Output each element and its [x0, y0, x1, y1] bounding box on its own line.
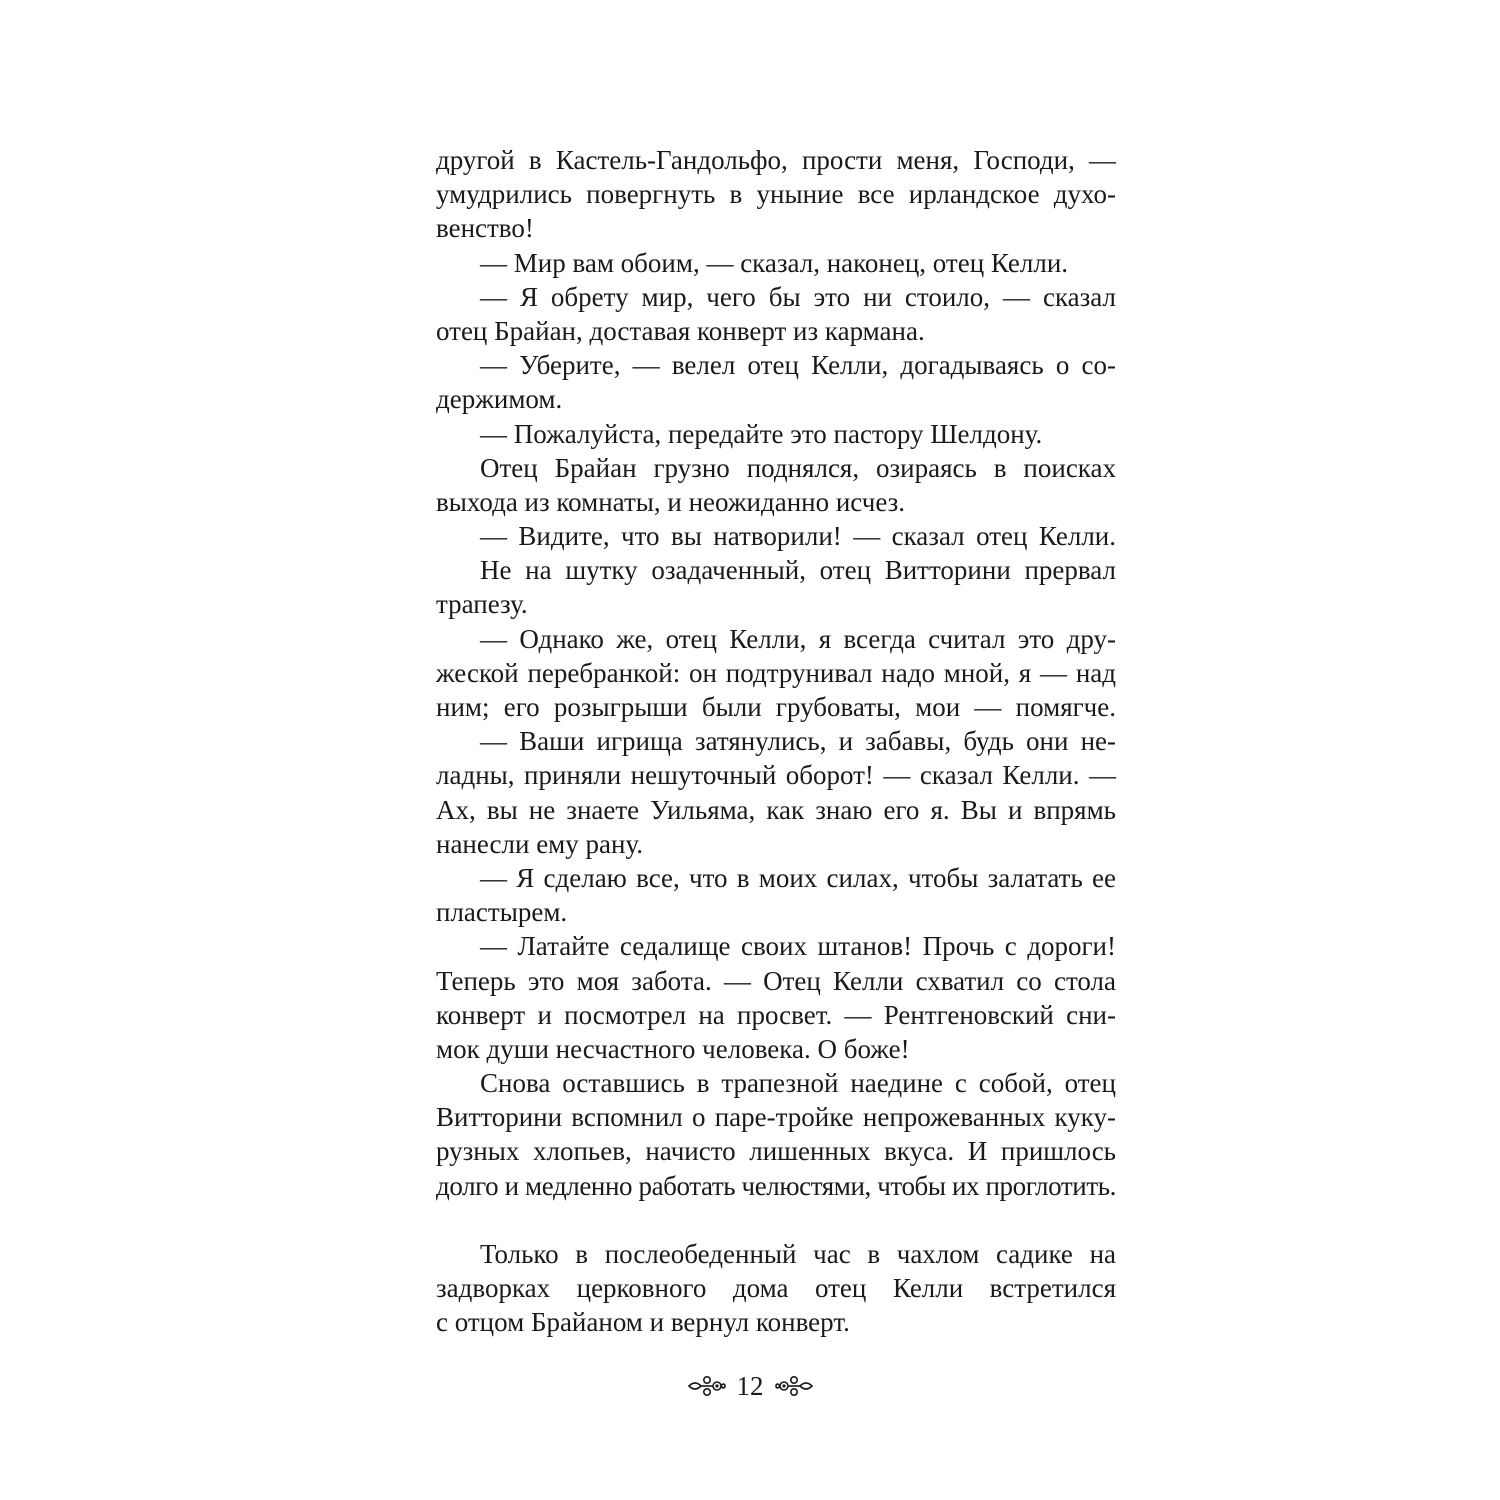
text-line: — Я обрету мир, чего бы это ни стоило, — сказал [480, 281, 1116, 312]
ornament-right-icon [774, 1374, 814, 1398]
text-line: другой в Кастель-Гандольфо, прости меня, Господи, — [436, 145, 1116, 175]
text-line: конверт и посмотрел на просвет. — Рентгеновский сни- [436, 999, 1116, 1030]
text-line: Теперь это моя забота. — Отец Келли схватил со стола [436, 965, 1116, 996]
body-text [436, 143, 1116, 1340]
ornament-left-icon [687, 1374, 727, 1398]
text-line: Ах, вы не знаете Уильяма, как знаю его я. Вы и впрямь [436, 794, 1116, 825]
text-line: — Пожалуйста, передайте это пастору Шелдону. [480, 418, 1043, 449]
text-line: Витторини вспомнил о паре-тройке непрожеванных куку- [436, 1102, 1116, 1133]
text-line: выхода из комнаты, и неожиданно исчез. [436, 486, 906, 517]
text-line: трапезу. [436, 589, 528, 620]
text-line: долго и медленно работать челюстями, чтобы их проглотить. [436, 1170, 1116, 1201]
text-line: Только в послеобеденный час в чахлом садике на [480, 1239, 1116, 1269]
text-line: — Ваши игрища затянулись, и забавы, будь они не- [480, 726, 1116, 757]
text-line: — Латайте седалище своих штанов! Прочь с дороги! [480, 931, 1116, 962]
text-line: Отец Брайан грузно поднялся, озираясь в поисках [480, 452, 1116, 483]
text-line: нанесли ему рану. [436, 828, 643, 859]
text-line: ладны, приняли нешуточный оборот! — сказал Келли. — [436, 760, 1116, 791]
text-line: жеской перебранкой: он подтрунивал надо мной, я — над [436, 657, 1116, 688]
page-footer [0, 1366, 1500, 1406]
text-line: Не на шутку озадаченный, отец Витторини прервал [480, 555, 1116, 586]
text-line: — Уберите, — велел отец Келли, догадываясь о со- [480, 350, 1116, 381]
text-line: пластырем. [436, 897, 568, 928]
text-line: Снова оставшись в трапезной наедине с собой, отец [480, 1068, 1116, 1099]
text-line: рузных хлопьев, начисто лишенных вкуса. И пришлось [436, 1136, 1116, 1167]
text-line: умудрились повергнуть в уныние все ирландское духо- [436, 179, 1116, 210]
text-line: с отцом Брайаном и вернул конверт. [436, 1307, 850, 1338]
text-line: отец Брайан, доставая конверт из кармана. [436, 315, 925, 346]
text-line: — Видите, что вы натворили! — сказал отец Келли. [480, 521, 1116, 552]
paragraph-gap [436, 1203, 1116, 1237]
text-line: ним; его розыгрыши были грубоваты, мои — помягче. [436, 692, 1116, 722]
page-number: 12 [736, 1371, 764, 1401]
text-line: держимом. [436, 384, 563, 415]
text-line: венство! [436, 213, 534, 244]
text-line: — Я сделаю все, что в моих силах, чтобы залатать ее [480, 862, 1116, 893]
text-line: — Мир вам обоим, — сказал, наконец, отец Келли. [480, 247, 1069, 278]
text-line: мок души несчастного человека. О боже! [436, 1033, 910, 1064]
text-line: — Однако же, отец Келли, я всегда считал это дру- [480, 623, 1116, 654]
text-line: задворках церковного дома отец Келли встретился [436, 1273, 1116, 1304]
